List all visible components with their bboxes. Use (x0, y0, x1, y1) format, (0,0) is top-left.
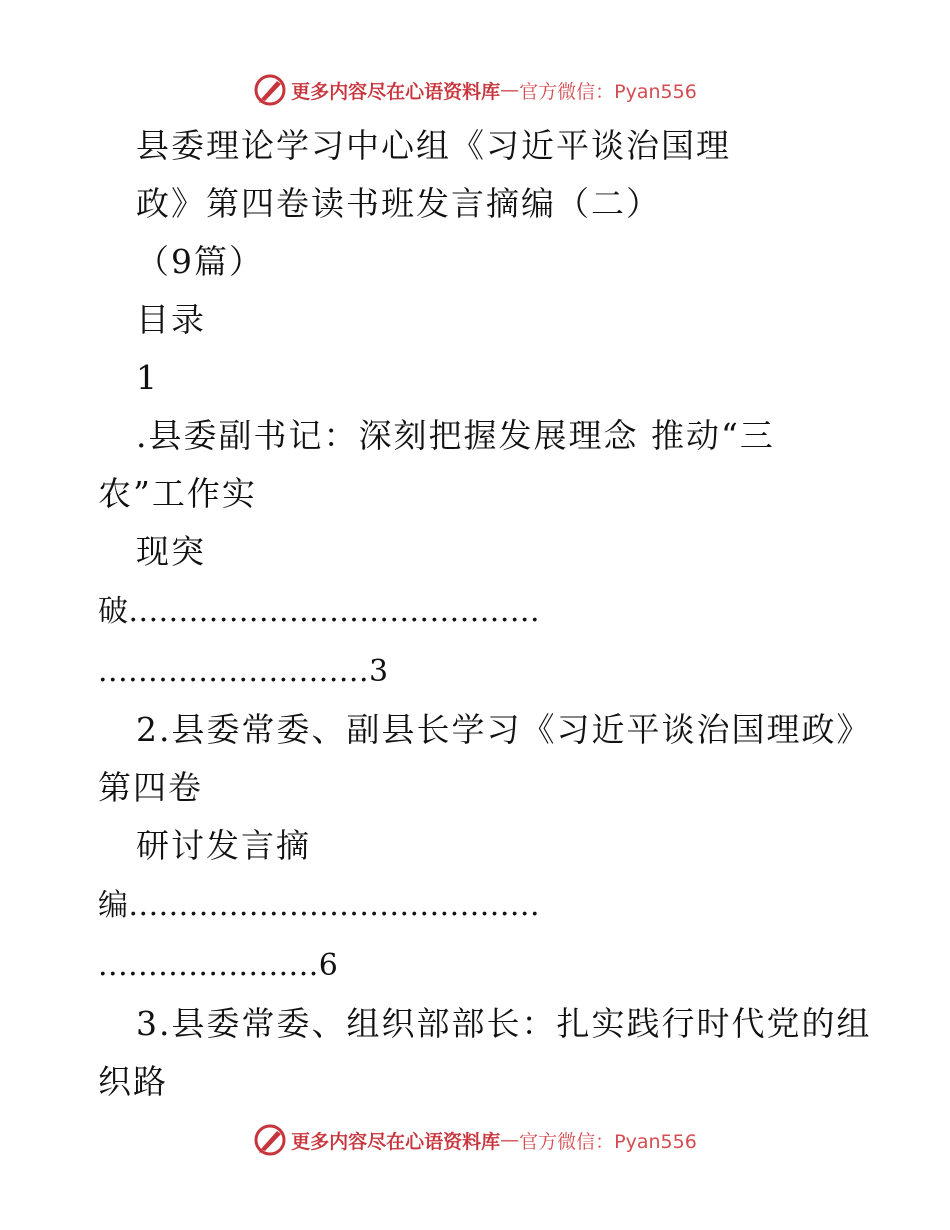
brand-separator: — (500, 1129, 520, 1151)
toc-entry-2-line-3: 研讨发言摘 (136, 826, 311, 865)
brand-wechat-text: 官方微信：Pyan556 (519, 1130, 697, 1153)
brand-wechat-text: 官方微信：Pyan556 (519, 80, 697, 103)
toc-entry-2-page: ......................6 (98, 948, 339, 983)
toc-heading: 目录 (136, 300, 206, 339)
footer-watermark (0, 1120, 950, 1160)
document-subtitle: （9篇） (136, 242, 264, 281)
toc-entry-3-line-1: 3.县委常委、组织部部长：扎实践行时代党的组 (136, 1004, 872, 1043)
toc-entry-2-leader-1: 编......................................... (98, 888, 540, 923)
toc-entry-1-number: 1 (136, 358, 159, 397)
toc-entry-1-page: ...........................3 (98, 654, 389, 689)
quill-pen-logo-icon (253, 73, 287, 107)
quill-pen-logo-icon (253, 1123, 287, 1157)
document-title-line-2: 政》第四卷读书班发言摘编（二） (136, 184, 661, 223)
brand-main-text: 更多内容尽在心语资料库 (291, 1130, 501, 1153)
toc-entry-1-line-2: 农”工作实 (98, 474, 257, 513)
toc-entry-1-leader-1: 破......................................... (98, 594, 540, 629)
toc-entry-2-line-1: 2.县委常委、副县长学习《习近平谈治国理政》 (136, 710, 872, 749)
toc-entry-3-line-2: 织路 (98, 1062, 168, 1101)
toc-entry-1-line-3: 现突 (136, 532, 206, 571)
header-watermark (0, 70, 950, 110)
toc-entry-2-line-2: 第四卷 (98, 768, 203, 807)
brand-separator: — (500, 79, 520, 101)
document-title-line-1: 县委理论学习中心组《习近平谈治国理 (136, 126, 731, 165)
toc-entry-1-line-1: .县委副书记：深刻把握发展理念 推动“三 (136, 416, 775, 455)
brand-main-text: 更多内容尽在心语资料库 (291, 80, 501, 103)
